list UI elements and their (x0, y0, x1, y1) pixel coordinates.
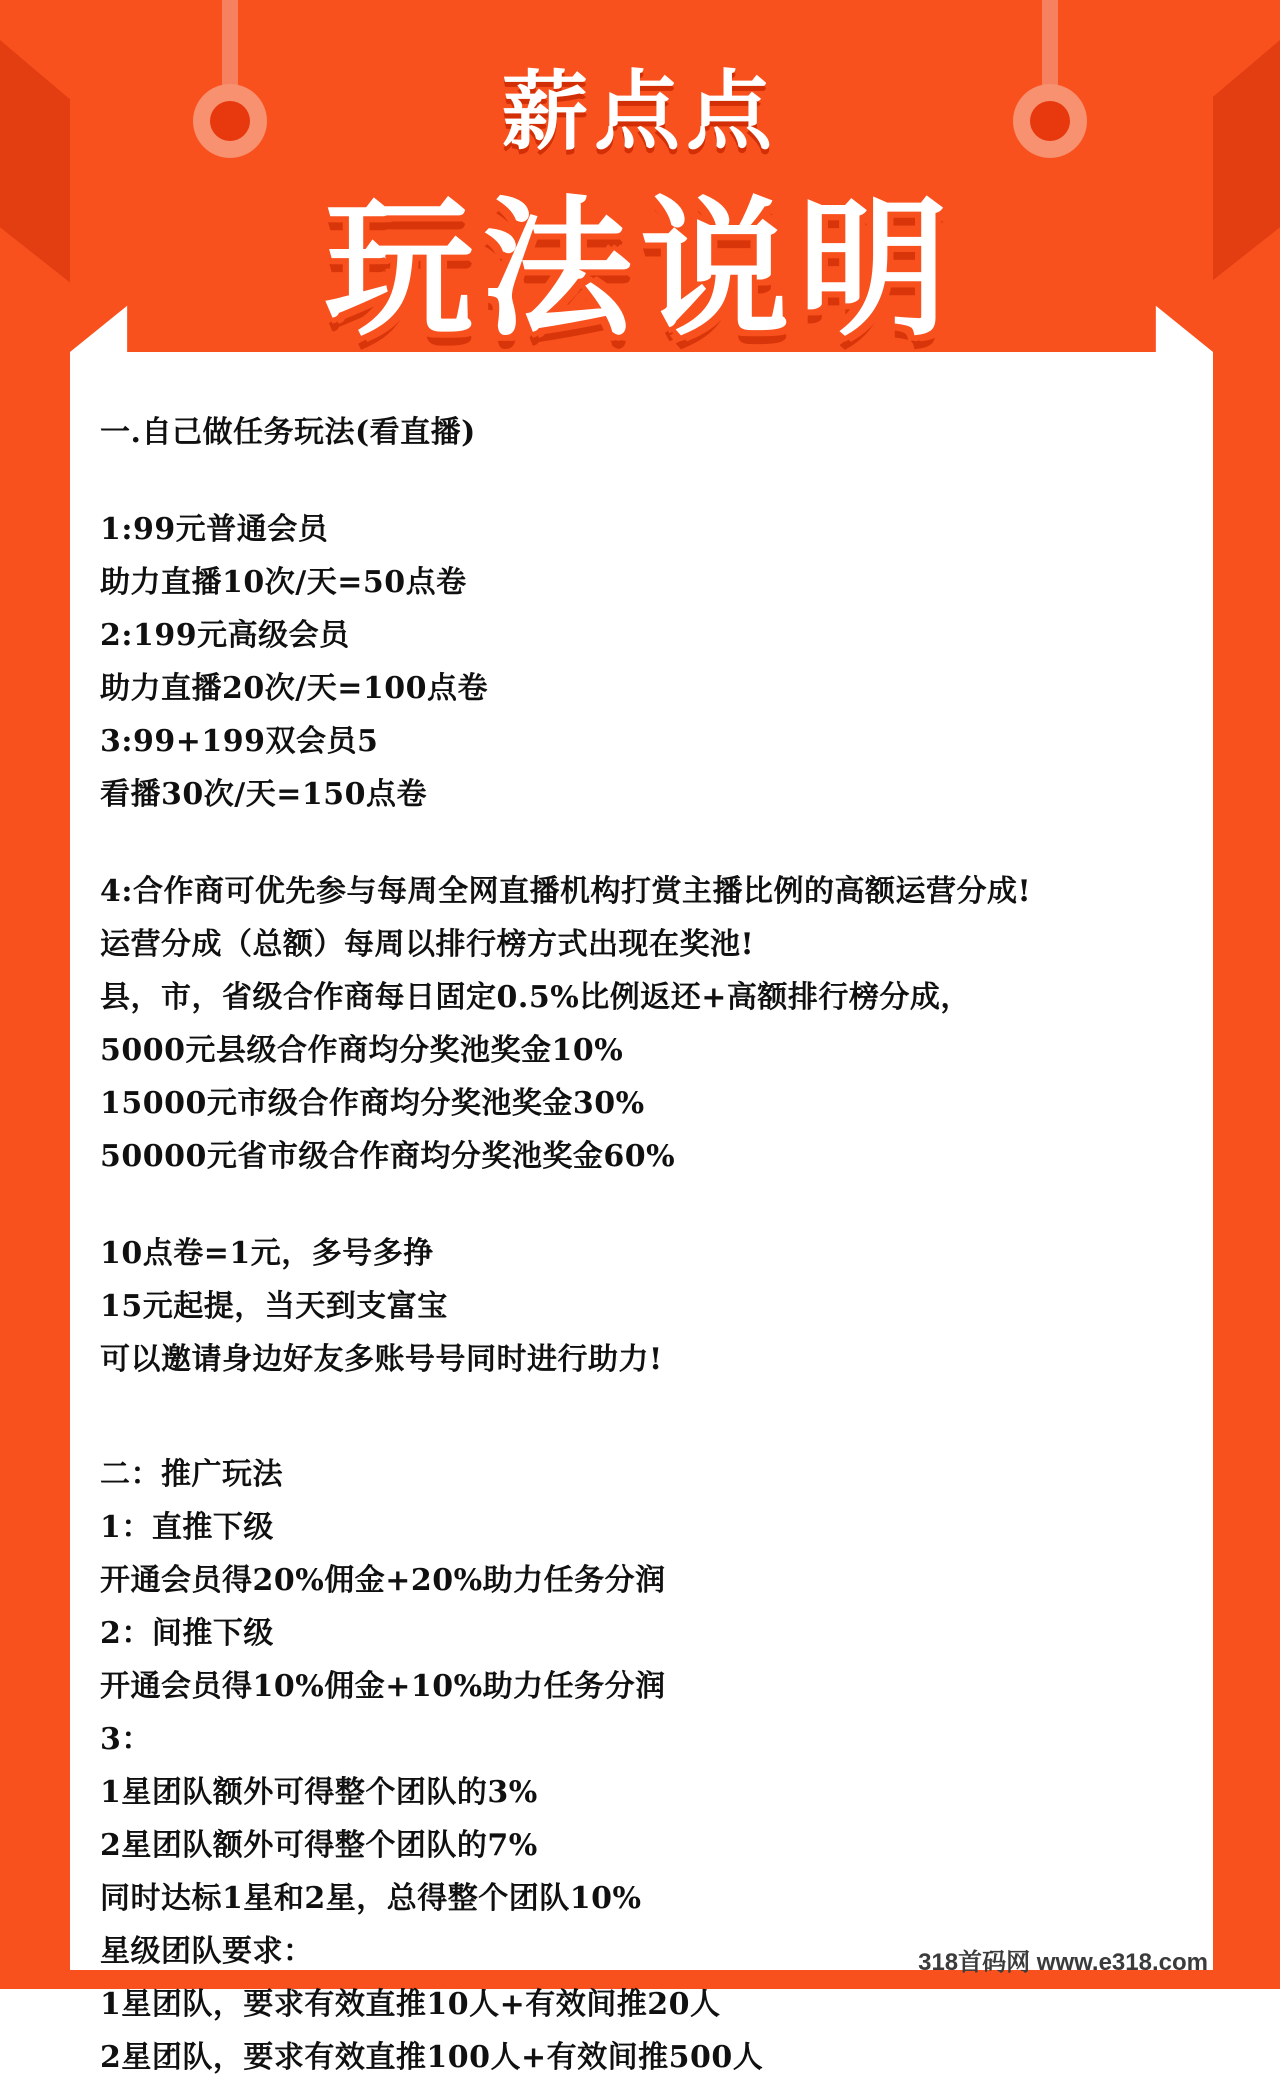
brand-title: 薪点点 (502, 62, 778, 162)
section-2-line-2: 运营分成（总额）每周以排行榜方式出现在奖池! (100, 927, 755, 962)
section-1-line-4: 助力直播20次/天=100点卷 (100, 671, 488, 706)
spacer (100, 821, 1190, 865)
section-3-line-3: 可以邀请身边好友多账号号同时进行助力! (100, 1342, 663, 1377)
section-1-line-2: 助力直播10次/天=50点卷 (100, 565, 467, 600)
section-4-heading: 二：推广玩法 (100, 1457, 283, 1492)
section-1-line-1: 1:99元普通会员 (100, 512, 329, 547)
title-char-4: 明 (798, 183, 957, 357)
section-4-line-6: 1星团队额外可得整个团队的3% (100, 1775, 538, 1810)
section-4-line-11: 2星团队，要求有效直推100人+有效间推500人 (100, 2040, 764, 2075)
section-4-line-4: 开通会员得10%佣金+10%助力任务分润 (100, 1669, 666, 1704)
section-2-line-3: 县，市，省级合作商每日固定0.5%比例返还+高额排行榜分成， (100, 980, 971, 1015)
section-4-line-5: 3： (100, 1722, 152, 1757)
section-1-line-6: 看播30次/天=150点卷 (100, 777, 427, 812)
section-1-line-5: 3:99+199双会员5 (100, 724, 379, 759)
section-1-line-3: 2:199元高级会员 (100, 618, 350, 653)
page-title (0, 148, 1280, 364)
section-2-line-6: 50000元省市级合作商均分奖池奖金60% (100, 1139, 676, 1174)
spacer (100, 1183, 1190, 1227)
section-4-line-7: 2星团队额外可得整个团队的7% (100, 1828, 538, 1863)
title-char-2: 法 (481, 183, 640, 357)
section-4-line-3: 2：间推下级 (100, 1616, 274, 1651)
title-char-3: 说 (640, 183, 799, 357)
section-2-line-5: 15000元市级合作商均分奖池奖金30% (100, 1086, 645, 1121)
section-4-line-8: 同时达标1星和2星，总得整个团队10% (100, 1881, 642, 1916)
section-4-line-9: 星级团队要求： (100, 1934, 314, 1969)
section-1-heading: 一.自己做任务玩法(看直播) (100, 415, 476, 450)
title-char-1: 玩 (323, 183, 482, 357)
section-2-line-1: 4:合作商可优先参与每周全网直播机构打赏主播比例的高额运营分成! (100, 874, 1032, 909)
section-4-line-1: 1：直推下级 (100, 1510, 274, 1545)
section-2-line-4: 5000元县级合作商均分奖池奖金10% (100, 1033, 624, 1068)
poster-content (100, 406, 1190, 2084)
section-4-line-2: 开通会员得20%佣金+20%助力任务分润 (100, 1563, 666, 1598)
section-4-line-10: 1星团队，要求有效直推10人+有效间推20人 (100, 1987, 721, 2022)
watermark: 318首码网 www.e318.com (918, 1949, 1208, 1976)
spacer (100, 1386, 1190, 1448)
section-3-line-1: 10点卷=1元，多号多挣 (100, 1236, 434, 1271)
spacer (100, 459, 1190, 503)
section-3-line-2: 15元起提，当天到支富宝 (100, 1289, 448, 1324)
